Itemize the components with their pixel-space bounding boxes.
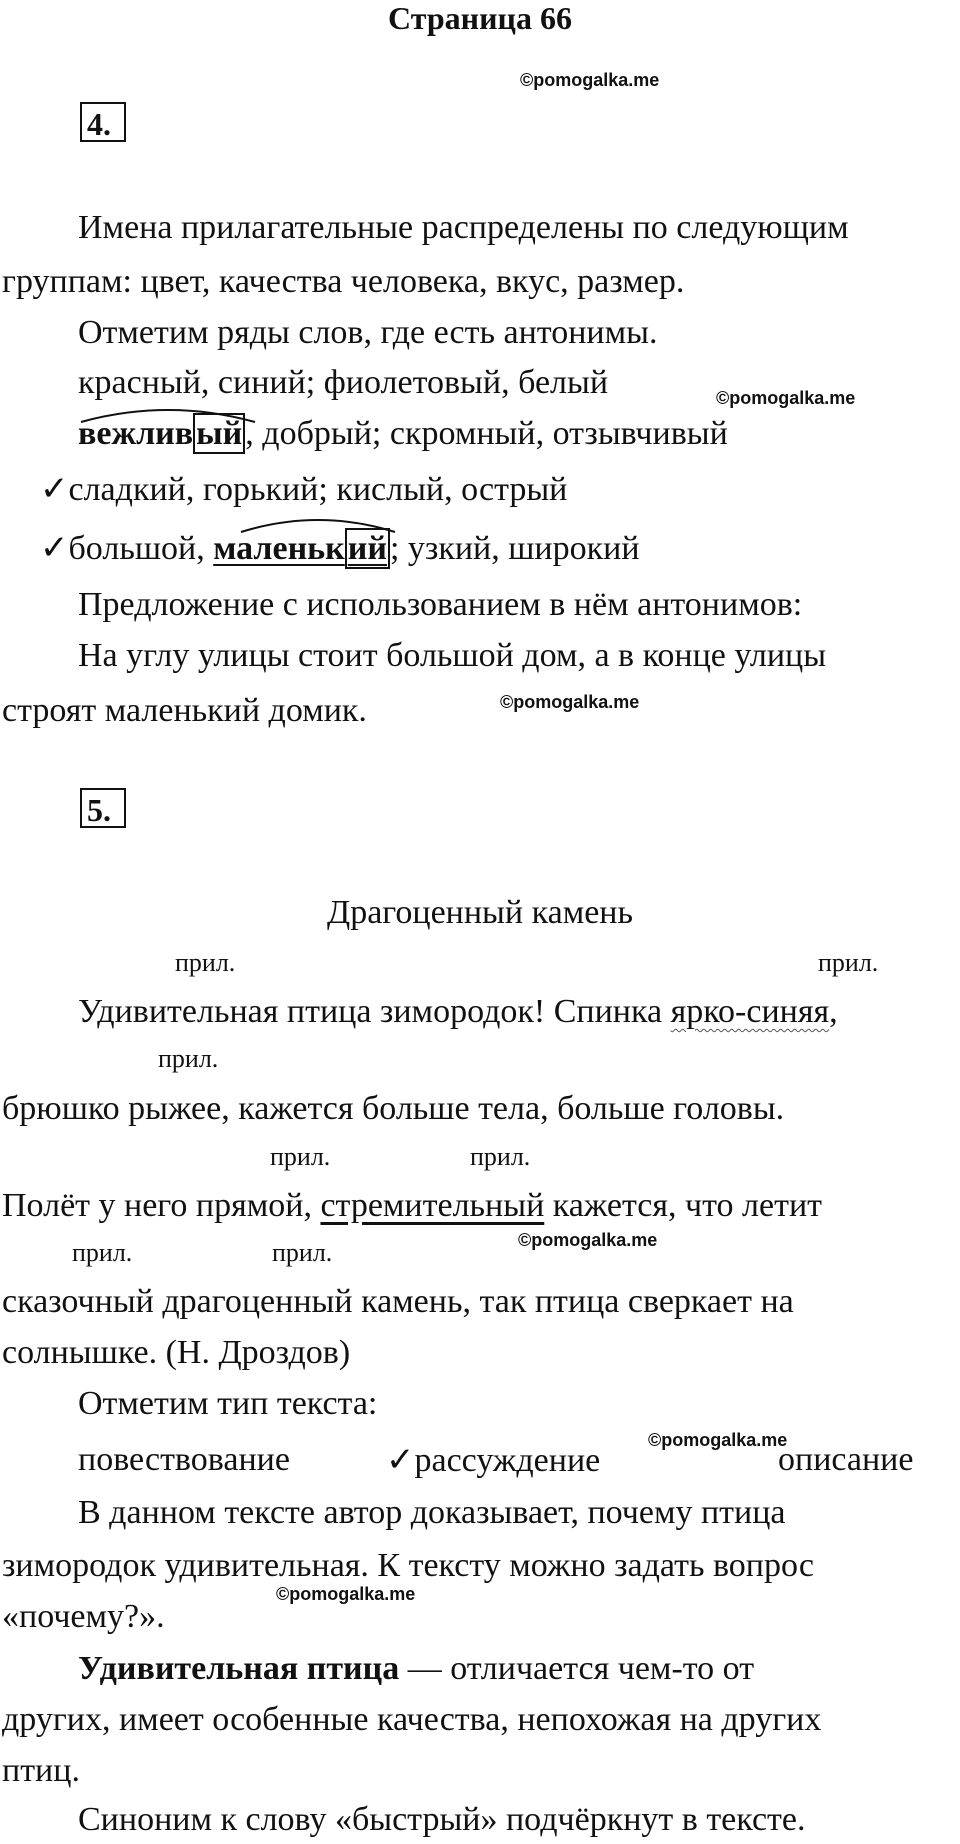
type-option-narration: повествование — [78, 1441, 290, 1478]
task-number-4: 4. — [80, 102, 126, 142]
page-title: Страница 66 — [388, 0, 572, 36]
adj-label: прил. — [72, 1238, 133, 1267]
type-option-reasoning-label: рассуждение — [414, 1442, 601, 1479]
adj-label: прил. — [175, 948, 236, 977]
definition-cont: других, имеет особенные качества, непохожая на других — [2, 1701, 822, 1738]
checkmark-icon: ✓ — [40, 469, 69, 509]
word-row-2 — [78, 414, 728, 454]
word-ending-box: ый — [193, 413, 245, 454]
word-row-1: красный, синий; фиолетовый, белый — [78, 364, 609, 401]
task4-paragraph-3: Предложение с использованием в нём антонимов: — [78, 586, 803, 623]
watermark: ©pomogalka.me — [518, 1230, 658, 1250]
text-line-3-c: кажется, что летит — [544, 1187, 822, 1224]
task4-paragraph-1: Имена прилагательные распределены по следующим — [78, 209, 849, 246]
task4-paragraph-2: Отметим ряды слов, где есть антонимы. — [78, 314, 658, 351]
word-row-4-first: большой, — [68, 530, 214, 567]
wavy-underlined-word: ярко-синяя — [670, 993, 830, 1030]
word-row-2-rest: , добрый; скромный, отзывчивый — [245, 415, 728, 452]
task4-example-cont: строят маленький домик. — [2, 692, 367, 729]
text-line-4: сказочный драгоценный камень, так птица сверкает на — [2, 1283, 794, 1320]
explanation-cont: зимородок удивительная. К тексту можно задать вопрос — [2, 1547, 814, 1584]
text-line-1 — [78, 992, 838, 1032]
explanation-cont-2: «почему?». — [2, 1598, 165, 1635]
adj-label: прил. — [158, 1044, 219, 1073]
underlined-synonym: стремительный — [320, 1187, 545, 1224]
watermark: ©pomogalka.me — [716, 388, 856, 408]
word-row-3 — [40, 469, 567, 510]
word-row-4-rest: ; узкий, широкий — [389, 530, 640, 567]
word-row-3-text: сладкий, горький; кислый, острый — [68, 471, 568, 508]
checkmark-icon: ✓ — [386, 1440, 415, 1480]
watermark: ©pomogalka.me — [648, 1430, 788, 1450]
synonym-note: Синоним к слову «быстрый» подчёркнут в тексте. — [78, 1801, 806, 1838]
adj-label: прил. — [818, 948, 879, 977]
text-line-3 — [2, 1186, 822, 1226]
definition-cont-2: птиц. — [2, 1752, 80, 1789]
definition-text: — отличается чем-то от — [399, 1650, 755, 1687]
type-option-description: описание — [778, 1441, 914, 1478]
watermark: ©pomogalka.me — [520, 70, 660, 90]
definition — [78, 1649, 754, 1689]
adj-label: прил. — [270, 1142, 331, 1171]
explanation: В данном тексте автор доказывает, почему птица — [78, 1494, 786, 1531]
text-line-1-a: Удивительная птица зимородок! Спинка — [78, 993, 671, 1030]
definition-term: Удивительная птица — [78, 1650, 400, 1687]
word-stem: вежлив — [78, 415, 194, 452]
type-option-reasoning — [386, 1440, 600, 1481]
text-line-1-c: , — [829, 993, 838, 1030]
word-row-4 — [40, 528, 640, 569]
adj-label: прил. — [272, 1238, 333, 1267]
text-line-3-a: Полёт у него прямой, — [2, 1187, 321, 1224]
watermark: ©pomogalka.me — [500, 692, 640, 712]
task4-paragraph-1-cont: группам: цвет, качества человека, вкус, размер. — [2, 263, 685, 300]
adj-label: прил. — [470, 1142, 531, 1171]
task-number-5: 5. — [80, 788, 126, 828]
text-line-5: солнышке. (Н. Дроздов) — [2, 1334, 351, 1371]
text-type-prompt: Отметим тип текста: — [78, 1385, 378, 1422]
text-line-2: брюшко рыжее, кажется больше тела, больше головы. — [2, 1090, 785, 1127]
word-stem: маленьк — [213, 530, 345, 567]
word-ending-box: ий — [345, 528, 390, 569]
task4-example: На углу улицы стоит большой дом, а в конце улицы — [78, 637, 827, 674]
text-title: Драгоценный камень — [327, 894, 633, 931]
checkmark-icon: ✓ — [40, 528, 69, 568]
watermark: ©pomogalka.me — [276, 1584, 416, 1604]
